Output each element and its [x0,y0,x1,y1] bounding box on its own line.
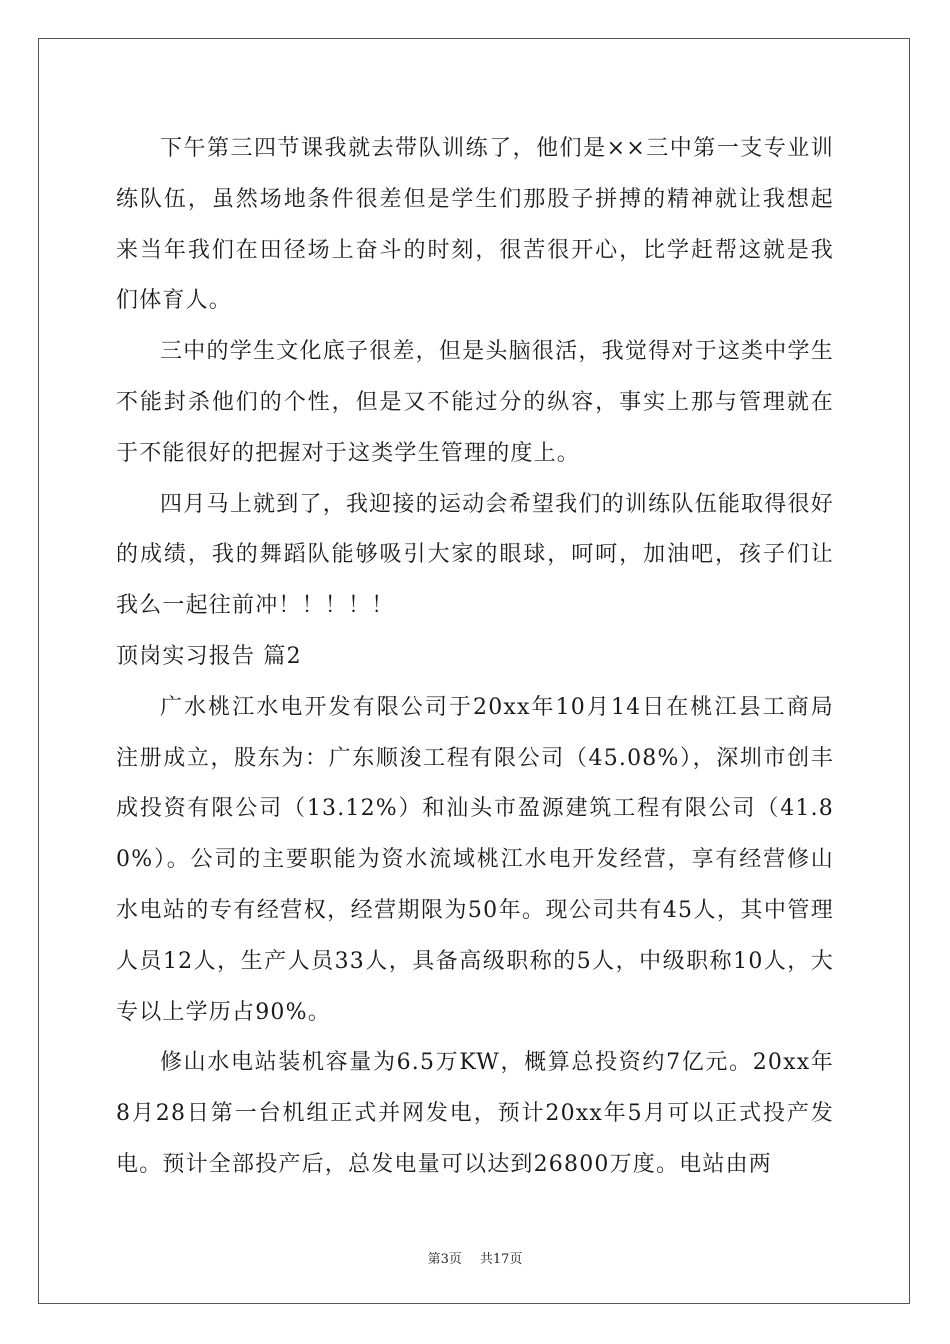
paragraph: 下午第三四节课我就去带队训练了，他们是××三中第一支专业训练队伍，虽然场地条件很差但是学生们那股子拼搏的精神就让我想起来当年我们在田径场上奋斗的时刻，很苦很开心，比学赶帮这就是我们体育人。 [116,136,834,314]
page-footer [0,1248,950,1267]
section-heading: 顶岗实习报告 篇2 [116,643,302,669]
document-body [116,124,834,1191]
paragraph: 四月马上就到了，我迎接的运动会希望我们的训练队伍能取得很好的成绩，我的舞蹈队能够吸引大家的眼球，呵呵，加油吧，孩子们让我么一起往前冲！！！！！ [116,491,834,619]
paragraph: 修山水电站装机容量为6.5万KW，概算总投资约7亿元。20xx年8月28日第一台机组正式并网发电，预计20xx年5月可以正式投产发电。预计全部投产后，总发电量可以达到26800万度。电站由两 [116,1050,834,1177]
paragraph: 广水桃江水电开发有限公司于20xx年10月14日在桃江县工商局注册成立，股东为：广东顺浚工程有限公司（45.08%），深圳市创丰成投资有限公司（13.12%）和汕头市盈源建筑工程有限公司（41.80%）。公司的主要职能为资水流域桃江水电开发经营，享有经营修山水电站的专有经营权，经营期限为50年。现公司共有45人，其中管理人员12人，生产人员33人，具备高级职称的5人，中级职称10人，大专以上学历占90%。 [116,694,834,1025]
paragraph: 三中的学生文化底子很差，但是头脑很活，我觉得对于这类中学生不能封杀他们的个性，但是又不能过分的纵容，事实上那与管理就在于不能很好的把握对于这类学生管理的度上。 [116,339,834,466]
page-total: 共17页 [479,1252,523,1267]
page-number: 第3页 [427,1252,462,1267]
